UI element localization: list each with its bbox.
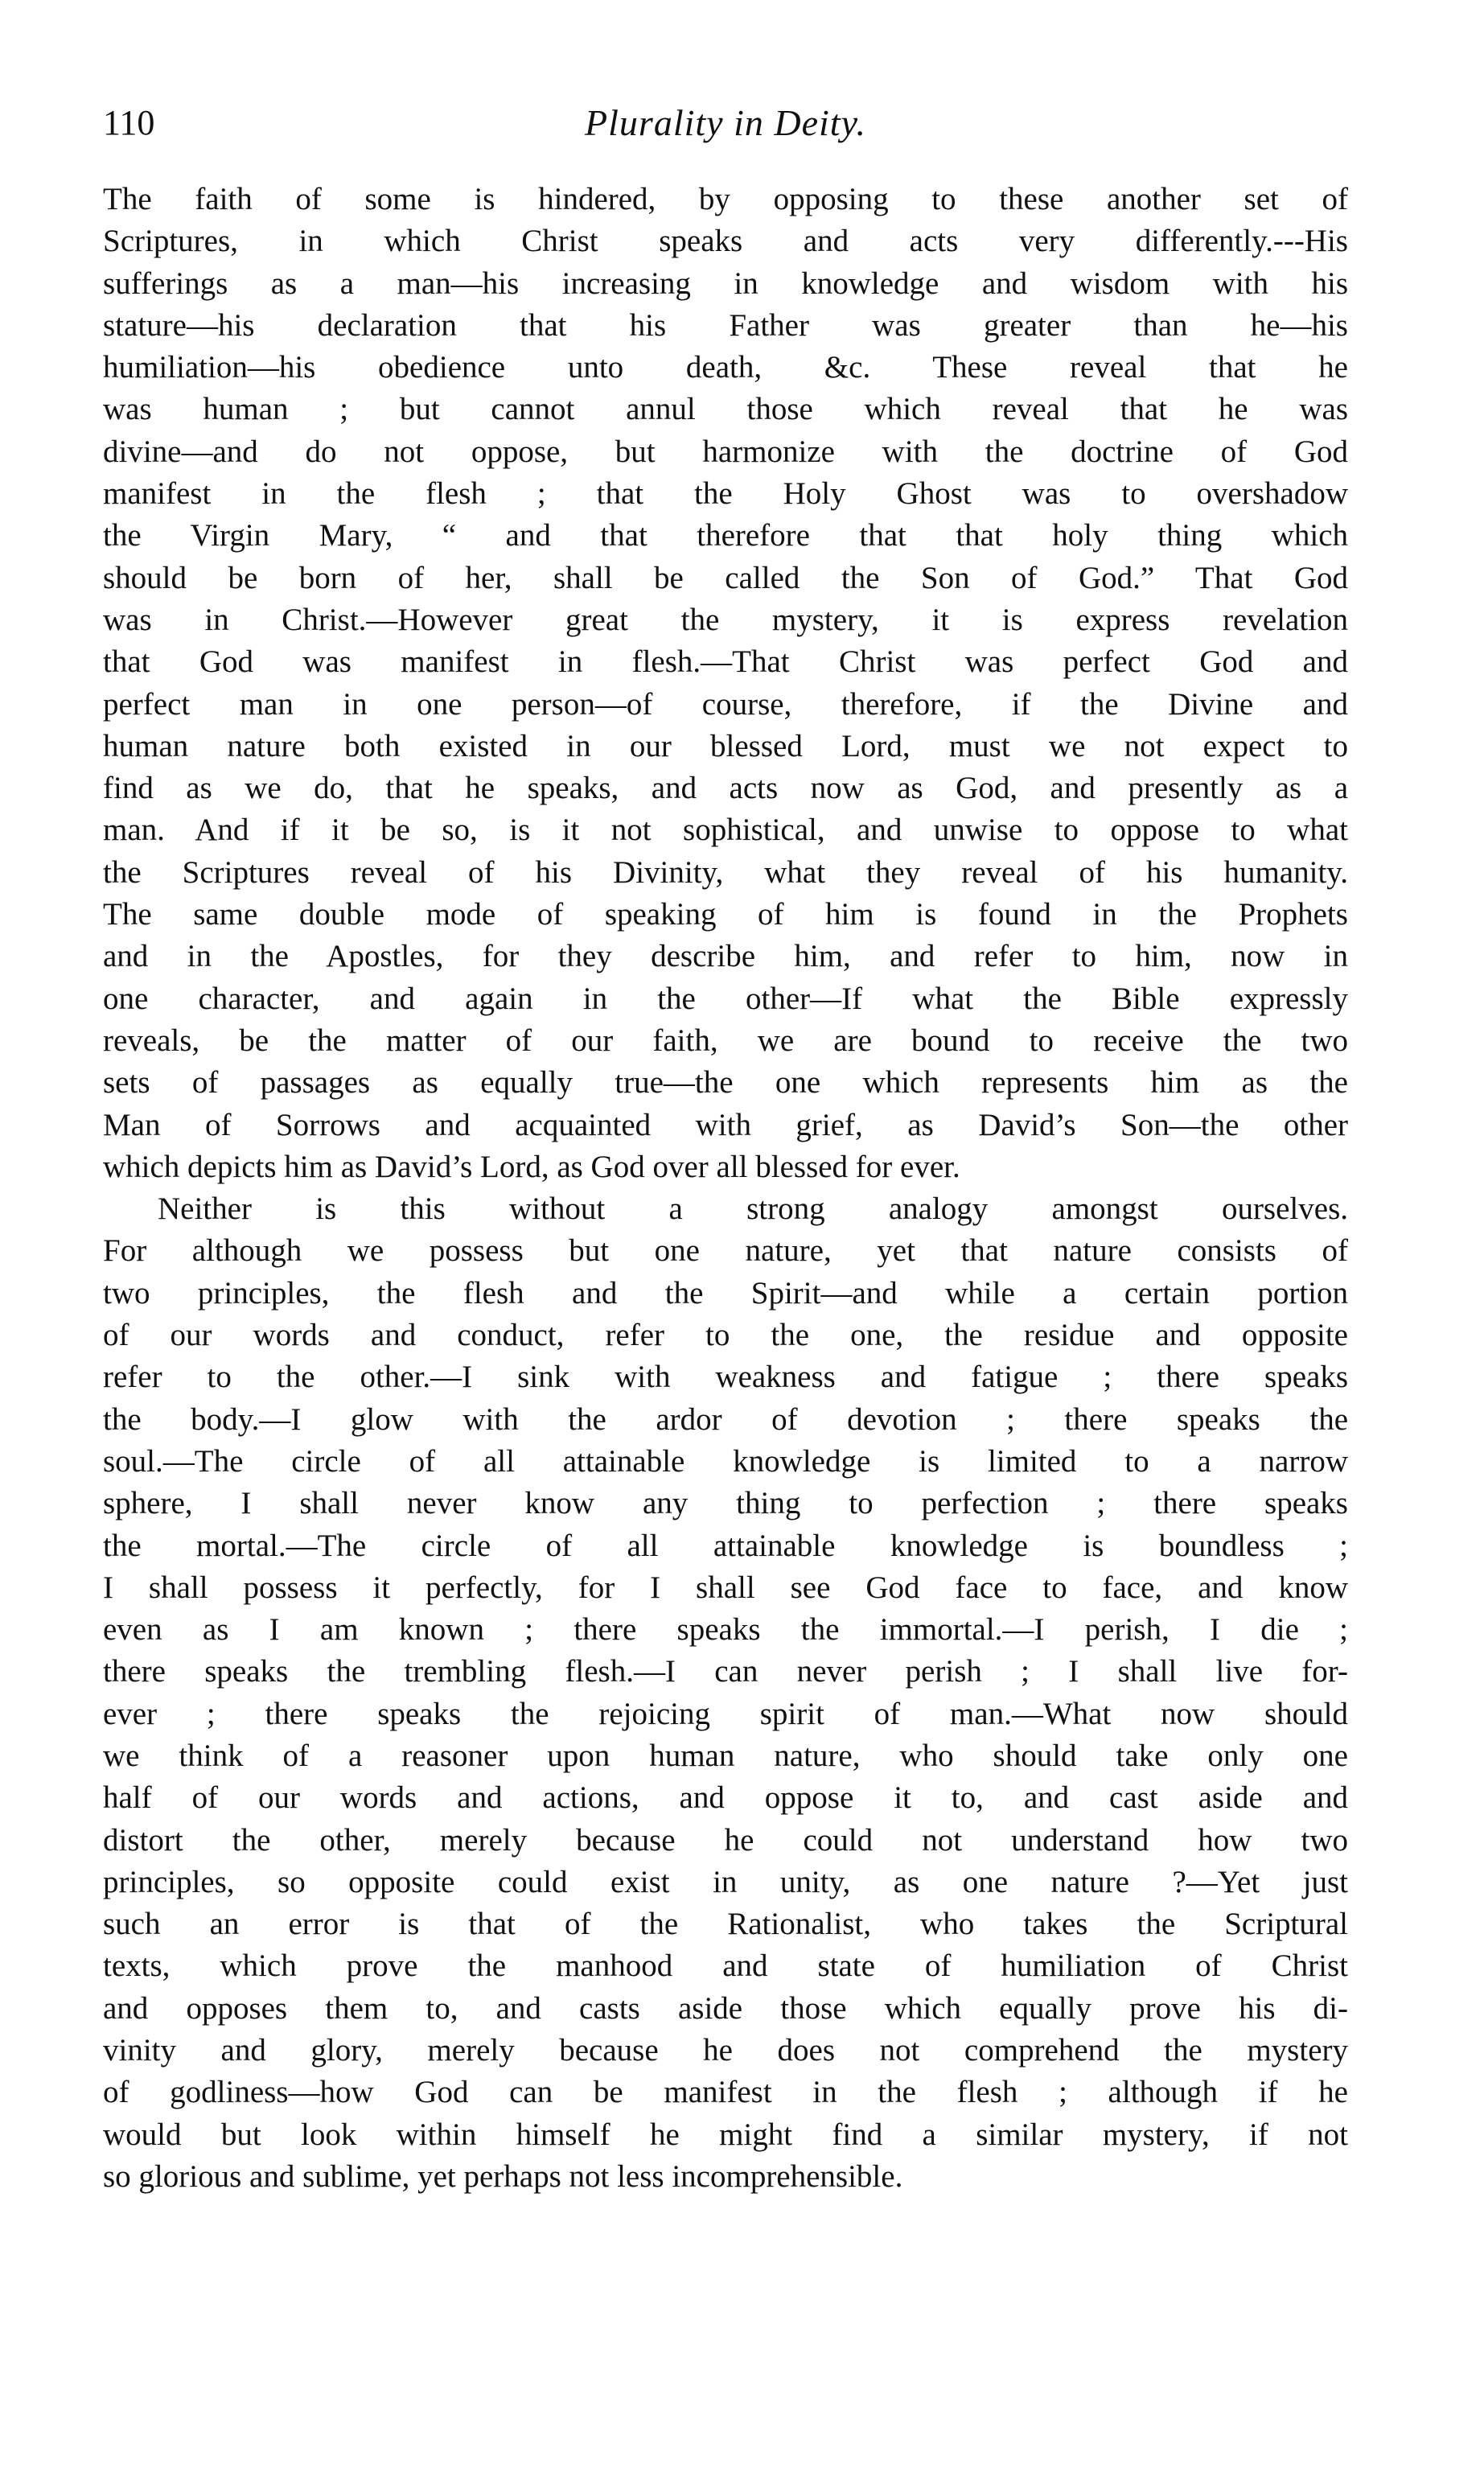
text-line: distort the other, merely because he could not understand how two <box>103 1822 1348 1858</box>
text-line: perfect man in one person—of course, therefore, if the Divine and <box>103 686 1348 722</box>
page-header <box>103 95 1348 151</box>
text-line: Scriptures, in which Christ speaks and acts very differently.---His <box>103 224 1348 259</box>
text-line: Neither is this without a strong analogy amongst ourselves. <box>158 1191 1348 1227</box>
text-line: vinity and glory, merely because he does not comprehend the mystery <box>103 2033 1348 2068</box>
text-line: I shall possess it perfectly, for I shall see God face to face, and know <box>103 1570 1348 1605</box>
text-line: one character, and again in the other—If what the Bible expressly <box>103 981 1348 1016</box>
text-line: principles, so opposite could exist in unity, as one nature ?—Yet just <box>103 1864 1348 1899</box>
text-line: man. And if it be so, is it not sophistical, and unwise to oppose to what <box>103 813 1348 848</box>
text-line: the mortal.—The circle of all attainable knowledge is boundless ; <box>103 1528 1348 1563</box>
text-line: the Scriptures reveal of his Divinity, what they reveal of his humanity. <box>103 854 1348 890</box>
text-line: was in Christ.—However great the mystery, it is express revelation <box>103 602 1348 637</box>
text-line: human nature both existed in our blessed Lord, must we not expect to <box>103 728 1348 763</box>
text-line: For although we possess but one nature, yet that nature consists of <box>103 1233 1348 1269</box>
text-line: soul.—The circle of all attainable knowledge is limited to a narrow <box>103 1443 1348 1479</box>
text-line: and opposes them to, and casts aside those which equally prove his di- <box>103 1990 1348 2026</box>
text-line: so glorious and sublime, yet perhaps not less incomprehensible. <box>103 2158 903 2194</box>
text-line: reveals, be the matter of our faith, we are bound to receive the two <box>103 1023 1348 1058</box>
text-line: refer to the other.—I sink with weakness and fatigue ; there speaks <box>103 1360 1348 1395</box>
text-line: sufferings as a man—his increasing in knowledge and wisdom with his <box>103 265 1348 301</box>
text-line: the Virgin Mary, “ and that therefore that that holy thing which <box>103 518 1348 553</box>
text-line: was human ; but cannot annul those which reveal that he was <box>103 392 1348 427</box>
text-line: sphere, I shall never know any thing to perfection ; there speaks <box>103 1486 1348 1521</box>
text-line: of godliness—how God can be manifest in the flesh ; although if he <box>103 2075 1348 2110</box>
body-text <box>103 179 1348 2198</box>
text-line: two principles, the flesh and the Spirit—and while a certain portion <box>103 1275 1348 1311</box>
text-line: the body.—I glow with the ardor of devotion ; there speaks the <box>103 1401 1348 1437</box>
paragraph <box>103 1188 1348 2198</box>
text-line: stature—his declaration that his Father was greater than he—his <box>103 307 1348 343</box>
text-line: sets of passages as equally true—the one which represents him as the <box>103 1065 1348 1101</box>
text-line: Man of Sorrows and acquainted with grief, as David’s Son—the other <box>103 1107 1348 1142</box>
text-line: manifest in the flesh ; that the Holy Ghost was to overshadow <box>103 476 1348 512</box>
text-line: texts, which prove the manhood and state of humiliation of Christ <box>103 1948 1348 1984</box>
text-line: and in the Apostles, for they describe him, and refer to him, now in <box>103 939 1348 974</box>
text-line: The same double mode of speaking of him is found in the Prophets <box>103 897 1348 932</box>
text-line: we think of a reasoner upon human nature, who should take only one <box>103 1738 1348 1773</box>
text-line: which depicts him as David’s Lord, as God over all blessed for ever. <box>103 1149 960 1184</box>
text-line: of our words and conduct, refer to the one, the residue and opposite <box>103 1318 1348 1353</box>
page-number: 110 <box>103 103 155 142</box>
text-line: there speaks the trembling flesh.—I can never perish ; I shall live for- <box>103 1654 1348 1689</box>
text-line: even as I am known ; there speaks the immortal.—I perish, I die ; <box>103 1612 1348 1648</box>
text-line: The faith of some is hindered, by opposing to these another set of <box>103 182 1348 216</box>
text-line: humiliation—his obedience unto death, &c. These reveal that he <box>103 350 1348 385</box>
text-line: would but look within himself he might find a similar mystery, if not <box>103 2117 1348 2152</box>
paragraph <box>103 179 1348 1188</box>
text-line: that God was manifest in flesh.—That Christ was perfect God and <box>103 644 1348 680</box>
running-title: Plurality in Deity. <box>585 102 866 143</box>
text-line: half of our words and actions, and oppose it to, and cast aside and <box>103 1780 1348 1816</box>
text-line: ever ; there speaks the rejoicing spirit of man.—What now should <box>103 1696 1348 1731</box>
text-line: such an error is that of the Rationalist, who takes the Scriptural <box>103 1907 1348 1942</box>
text-line: divine—and do not oppose, but harmonize with the doctrine of God <box>103 434 1348 469</box>
text-line: find as we do, that he speaks, and acts now as God, and presently as a <box>103 771 1348 806</box>
text-line: should be born of her, shall be called the Son of God.” That God <box>103 560 1348 595</box>
